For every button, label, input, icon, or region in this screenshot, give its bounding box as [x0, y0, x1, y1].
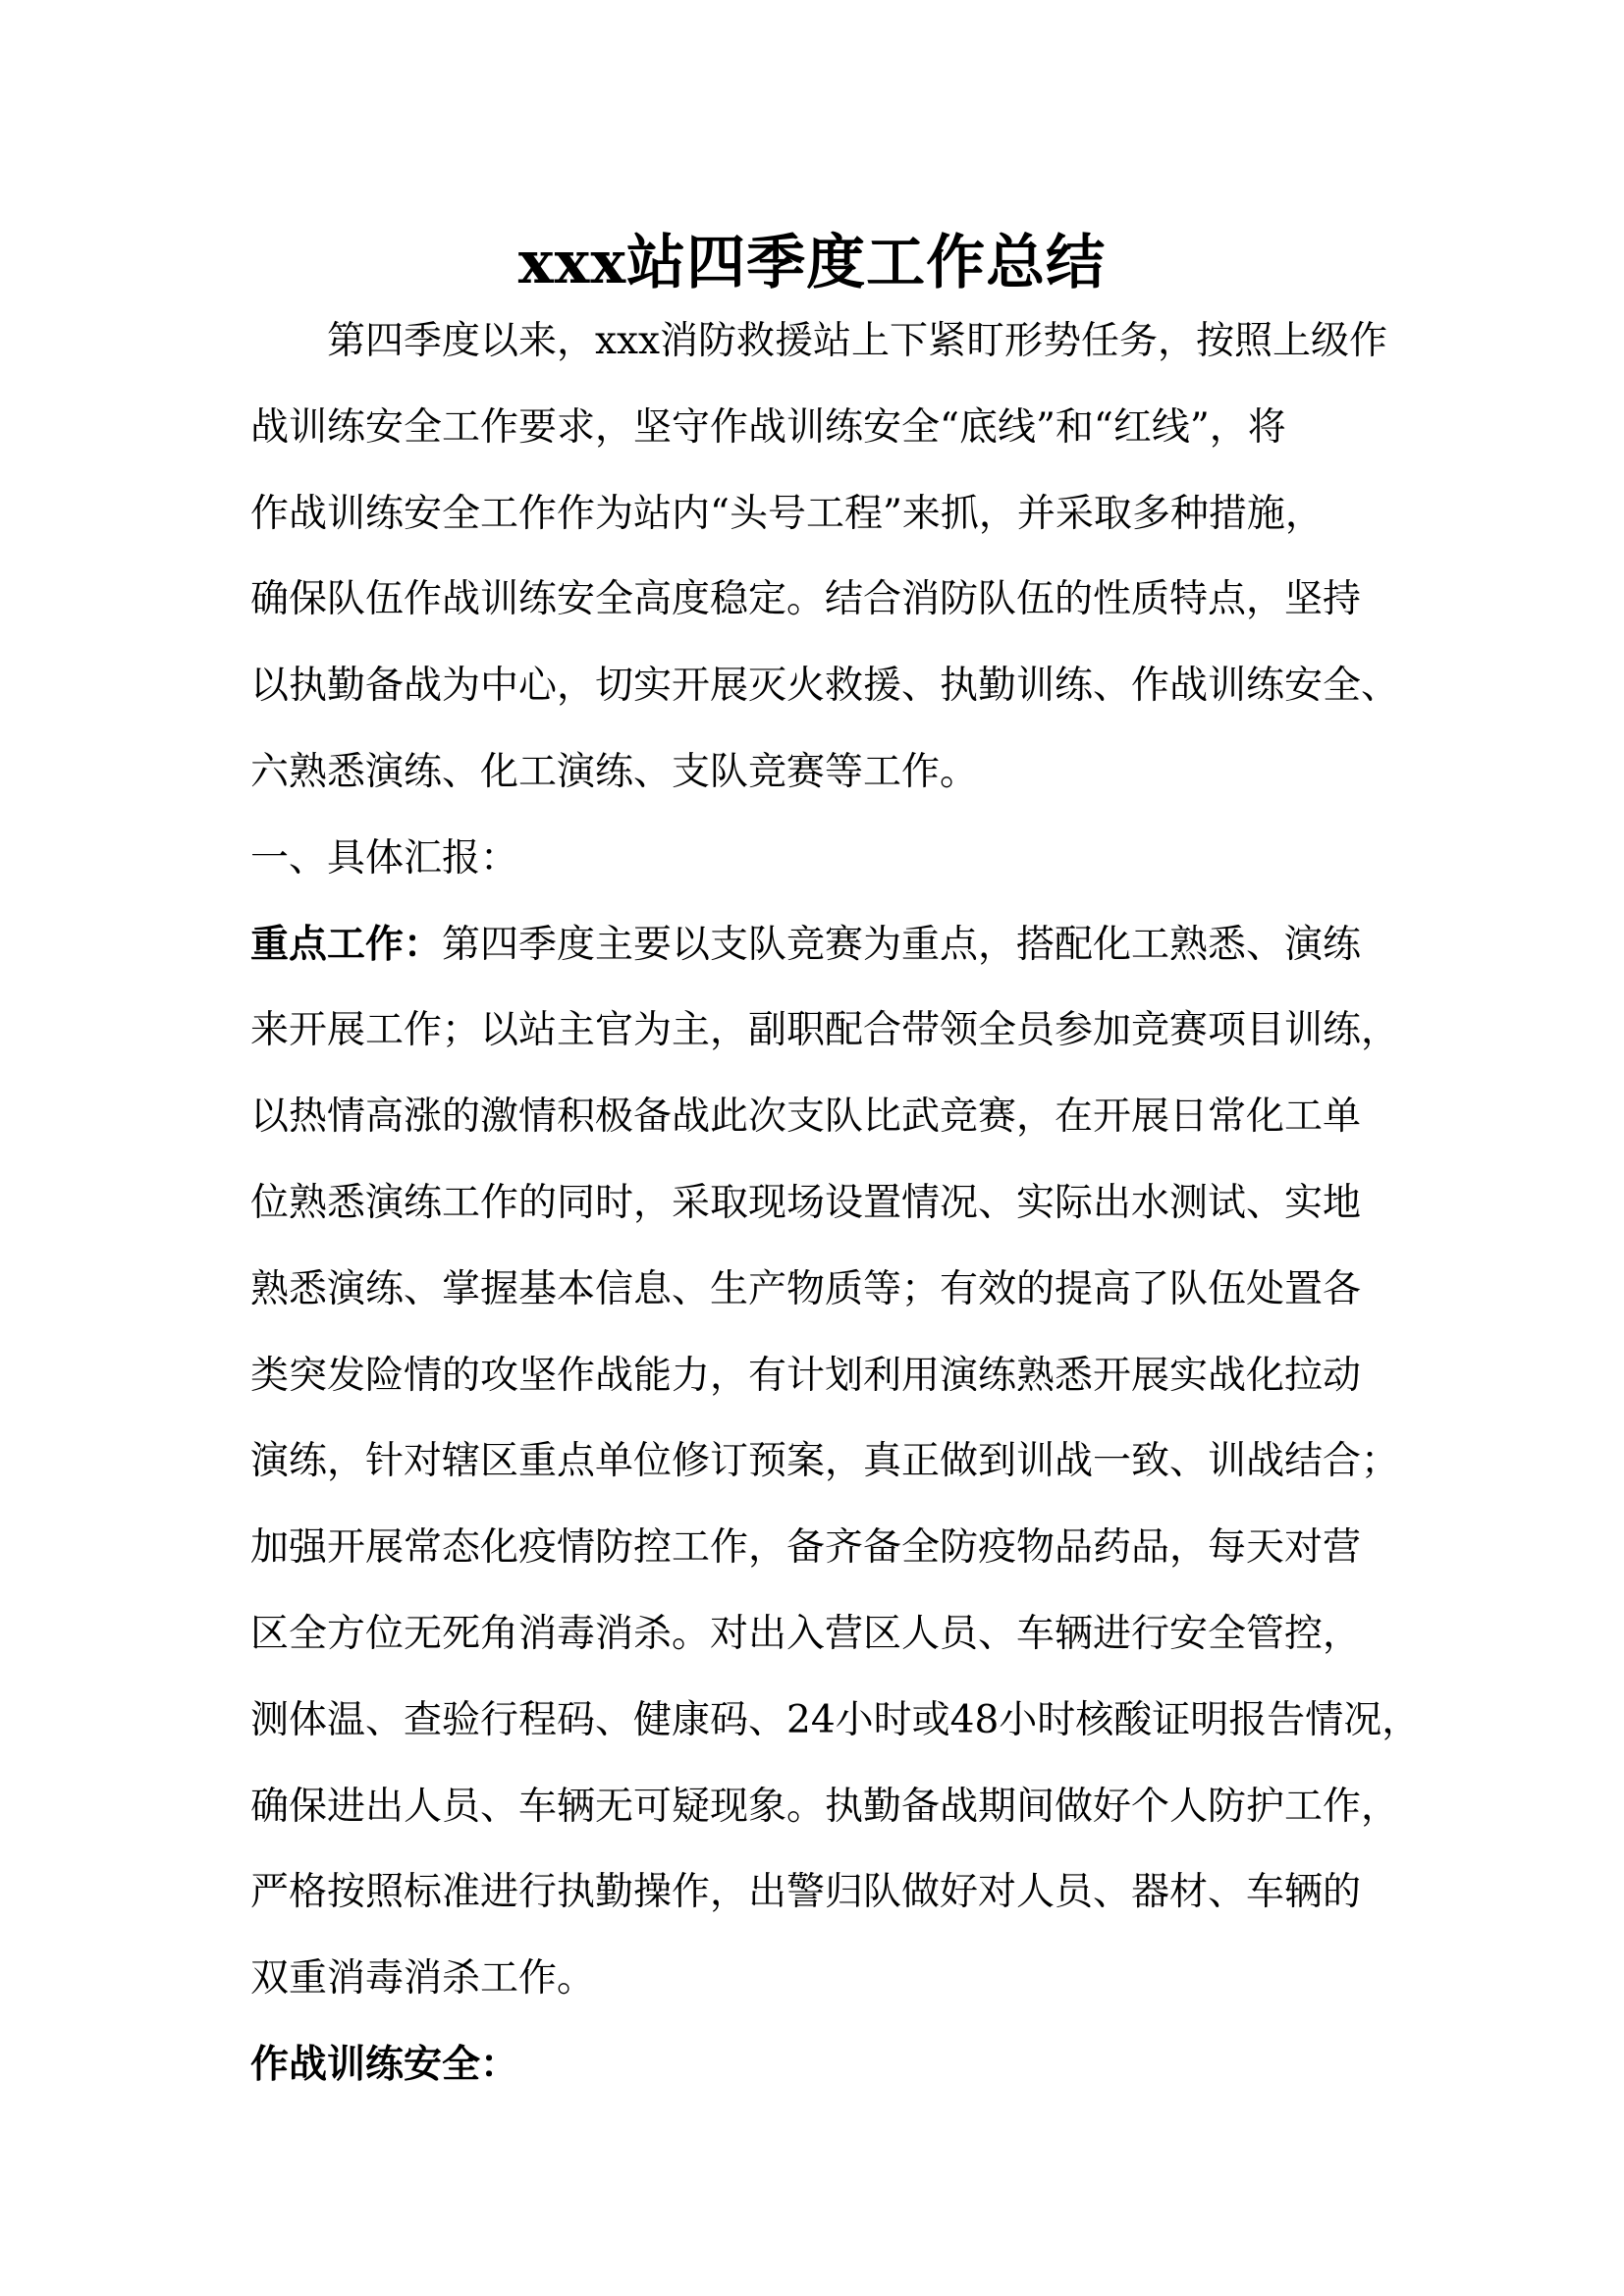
paragraph-line: 演练，针对辖区重点单位修订预案，真正做到训战一致、训战结合； [250, 1439, 1400, 1484]
section-heading: 一、具体汇报： [250, 835, 519, 881]
key-work-label: 重点工作： [250, 921, 443, 967]
paragraph-line: 作战训练安全工作作为站内“头号工程”来抓，并采取多种措施， [250, 491, 1324, 536]
paragraph-line: 以执勤备战为中心，切实开展灭火救援、执勤训练、作战训练安全、 [250, 664, 1400, 709]
paragraph-line: 位熟悉演练工作的同时，采取现场设置情况、实际出水测试、实地 [250, 1180, 1362, 1225]
paragraph-line: 确保进出人员、车辆无可疑现象。执勤备战期间做好个人防护工作， [250, 1784, 1400, 1829]
paragraph-line: 区全方位无死角消毒消杀。对出入营区人员、车辆进行安全管控， [250, 1611, 1362, 1656]
training-safety-heading: 作战训练安全： [250, 2041, 519, 2087]
paragraph-text: 第四季度主要以支队竞赛为重点，搭配化工熟悉、演练 [442, 922, 1362, 967]
paragraph-line: 严格按照标准进行执勤操作，出警归队做好对人员、器材、车辆的 [250, 1870, 1362, 1915]
paragraph-line: 六熟悉演练、化工演练、支队竞赛等工作。 [250, 749, 979, 794]
paragraph-line: 类突发险情的攻坚作战能力，有计划利用演练熟悉开展实战化拉动 [250, 1353, 1362, 1398]
paragraph-line: 加强开展常态化疫情防控工作，备齐备全防疫物品药品，每天对营 [250, 1525, 1362, 1571]
paragraph-line: 第四季度以来，xxx消防救援站上下紧盯形势任务，按照上级作 [327, 319, 1387, 363]
paragraph-line: 测体温、查验行程码、健康码、24小时或48小时核酸证明报告情况， [250, 1697, 1421, 1742]
paragraph-line: 以热情高涨的激情积极备战此次支队比武竞赛，在开展日常化工单 [250, 1095, 1362, 1140]
key-work-first-line [250, 902, 1409, 988]
paragraph-line: 战训练安全工作要求，坚守作战训练安全“底线”和“红线”，将 [250, 404, 1286, 450]
paragraph-line: 来开展工作；以站主官为主，副职配合带领全员参加竞赛项目训练， [250, 1008, 1400, 1053]
document-body [250, 298, 1421, 2109]
document-title: xxx站四季度工作总结 [517, 229, 1107, 297]
paragraph-line: 确保队伍作战训练安全高度稳定。结合消防队伍的性质特点，坚持 [250, 577, 1362, 622]
paragraph-line: 熟悉演练、掌握基本信息、生产物质等；有效的提高了队伍处置各 [250, 1266, 1362, 1311]
paragraph-line: 双重消毒消杀工作。 [250, 1956, 596, 2002]
